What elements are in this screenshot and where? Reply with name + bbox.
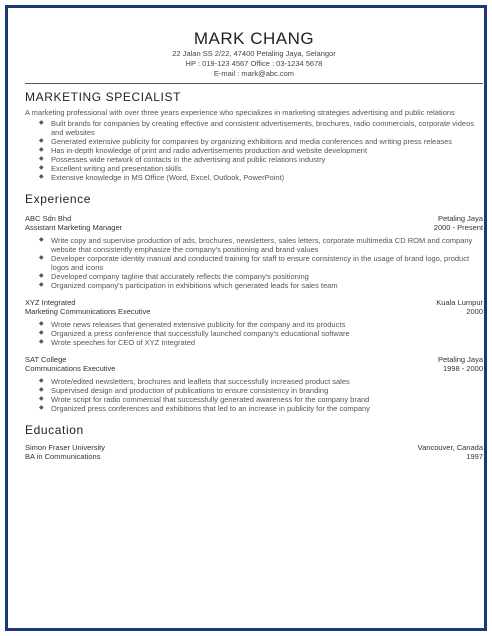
page-frame: [5, 5, 487, 631]
job-bullet: ◆ Organized company's participation in exhibitions which generated leads for sales team: [51, 281, 483, 290]
company-name: ABC Sdn Bhd: [25, 214, 72, 223]
highlight-item: ◆ Has in-depth knowledge of print and radio advertisements production and website development: [51, 146, 483, 155]
highlight-item: ◆ Excellent writing and presentation skills: [51, 164, 483, 173]
job-bullet: ◆ Wrote/edited newsletters, brochures and leaflets that successfully increased product sales: [51, 377, 483, 386]
job-location: Petaling Jaya: [437, 214, 483, 223]
job-bullet: ◆ Organized a press conference that successfully launched company's educational software: [51, 329, 483, 338]
email-line: E-mail : mark@abc.com: [213, 69, 295, 78]
school-location: Vancouver, Canada: [417, 443, 483, 452]
highlight-item: ◆ Possesses wide network of contacts in the advertising and public relations industry: [51, 155, 483, 164]
job-title-heading: MARKETING SPECIALIST: [25, 90, 182, 104]
highlight-item: ◆ Extensive knowledge in MS Office (Word, Excel, Outlook, PowerPoint): [51, 173, 483, 182]
job-dates: 2000 - Present: [433, 223, 483, 232]
job-bullet: ◆ Wrote script for radio commercial that successfully generated awareness for the company brand: [51, 395, 483, 404]
education-heading: Education: [25, 423, 84, 437]
candidate-name: MARK CHANG: [193, 29, 315, 48]
highlight-item: ◆ Generated extensive publicity for companies by organizing exhibitions and media conferences and writing press releases: [51, 137, 483, 146]
experience-heading: Experience: [25, 192, 92, 206]
highlight-item: ◆ Built brands for companies by creating effective and consistent advertisements, brochures, radio commercials, corporate videos and websites: [51, 119, 483, 137]
school-name: Simon Fraser University: [25, 443, 106, 452]
job-entry: [25, 214, 483, 290]
header-divider: [25, 83, 483, 84]
education-entry: [25, 443, 483, 461]
resume-header: [25, 29, 483, 79]
job-dates: 1998 - 2000: [442, 364, 483, 373]
job-bullet: ◆ Developed company tagline that accurately reflects the company's positioning: [51, 272, 483, 281]
job-role: Communications Executive: [25, 364, 116, 373]
job-entry: [25, 355, 483, 413]
job-dates: 2000: [466, 307, 483, 316]
summary-text: A marketing professional with over three years experience who specializes in marketing strategies advertising and public relations: [25, 108, 455, 117]
company-name: SAT College: [25, 355, 67, 364]
job-bullet: ◆ Write copy and supervise production of ads, brochures, newsletters, sales letters, corporate multimedia CD ROM and company website that consistently emphasize the company's positioning and brand values: [51, 236, 483, 254]
resume-page: [25, 25, 483, 627]
job-role: Marketing Communications Executive: [25, 307, 151, 316]
job-bullets: [25, 320, 483, 347]
job-location: Kuala Lumpur: [436, 298, 483, 307]
graduation-year: 1997: [466, 452, 483, 461]
job-role: Assistant Marketing Manager: [25, 223, 123, 232]
highlights-list: [25, 119, 483, 182]
job-bullet: ◆ Organized press conferences and exhibitions that led to an increase in publicity for the company: [51, 404, 483, 413]
job-bullet: ◆ Wrote speeches for CEO of XYZ Integrated: [51, 338, 483, 347]
address-line: 22 Jalan SS 2/22, 47400 Petaling Jaya, Selangor: [172, 49, 336, 58]
job-bullet: ◆ Supervised design and production of publications to ensure consistency in branding: [51, 386, 483, 395]
job-entry: [25, 298, 483, 347]
job-bullet: ◆ Developer corporate identity manual and conducted training for staff to ensure consistency in the usage of brand logo, product logos and icons: [51, 254, 483, 272]
job-bullet: ◆ Wrote news releases that generated extensive publicity for the company and its products: [51, 320, 483, 329]
company-name: XYZ Integrated: [25, 298, 76, 307]
phone-line: HP : 019-123 4567 Office : 03-1234 5678: [185, 59, 323, 68]
job-bullets: [25, 236, 483, 290]
job-location: Petaling Jaya: [437, 355, 483, 364]
job-bullets: [25, 377, 483, 413]
degree-name: BA in Communications: [25, 452, 101, 461]
